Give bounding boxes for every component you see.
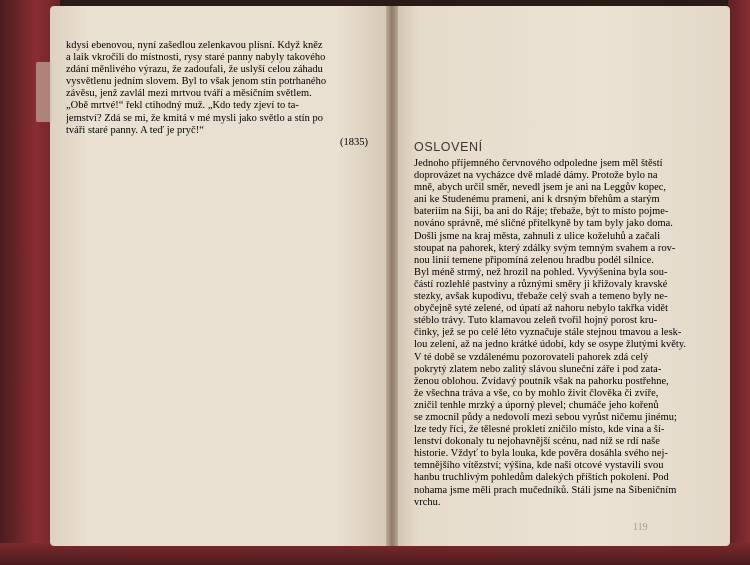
text-line: a laik vkročili do místnosti, rysy staré panny nabyly takového (66, 52, 326, 64)
text-line: kdysi ebenovou, nyní zašedlou zelenkavou plísní. Když kněz (66, 40, 323, 51)
text-line: že všechna tráva a vše, co by mohlo živit člověka či zvíře, (414, 387, 659, 399)
text-line: lou zelení, až na jedno krátké údobí, kdy se osype žlutými květy. (414, 339, 687, 351)
text-line: nohama jsme měli prach mučedníků. Stáli jsme na Šibeničním (414, 484, 677, 496)
text-line: Došli jsme na kraj města, zahnuli z ulice koželuhů a začali (414, 230, 661, 242)
chapter-heading: OSLOVENÍ (414, 140, 483, 154)
text-line: činky, jež se po celé léto vyznačuje stále stejnou tmavou a lesk- (414, 327, 682, 339)
text-line: ani ke Studenému prameni, ani k drsným břehům a starým (414, 194, 660, 206)
text-line: zdání měnlivého výrazu, že zadoufali, že uslyší celou záhadu (66, 64, 323, 76)
page-number: 119 (633, 522, 648, 533)
text-line: Jednoho příjemného červnového odpoledne jsem měl štěstí (414, 158, 663, 169)
text-line: částí rozlehlé pastviny a různými směry ji křižovaly kravské (414, 278, 668, 290)
text-line: mně, abych určil směr, nevedl jsem je ani na Leggův kopec, (414, 182, 667, 194)
text-line: vysvětlenu jedním slovem. Byl to však jenom stín potrhaného (66, 76, 327, 88)
text-line: se zmocnil půdy a nedovolí mezi sebou vyrůst ničemu jinému; (414, 411, 677, 423)
page-edge-tab (36, 62, 52, 122)
story-year: (1835) (340, 137, 368, 148)
text-line: bateriím na Šiji, ba ani do Ráje; třebaže, být to místo pojme- (414, 206, 669, 218)
text-line: závěsu, jenž zavlál mezi mrtvou tváří a měsíčním světlem. (66, 88, 312, 100)
text-line: lenství dokonaly tu nejohavnější scénu, nad níž se rdí naše (414, 436, 660, 448)
text-line: tváři staré panny. A teď je pryč!“ (66, 124, 204, 136)
text-line: historie. Vždyť to byla louka, kde pověra dosáhla svého nej- (414, 448, 668, 460)
text-line: nou linií temene připomíná zelenou hradbu podél silnice. (414, 254, 654, 266)
text-line: jemství? Zdá se mi, že kmitá v mé mysli jako světlo a stín po (66, 112, 323, 124)
text-line: temnějšího vítězství; výšina, kde naši otcové vystavili svou (414, 460, 664, 472)
text-line: stéblo trávy. Tuto klamavou zeleň tvořil hojný porost kru- (414, 315, 658, 327)
text-line: pokrytý zlatem nebo zalitý slávou sluneční záře i pod zata- (414, 363, 662, 375)
text-line: Byl méně strmý, než hrozil na pohled. Vyvýšenina byla sou- (414, 266, 668, 278)
text-line: lze tedy říci, že tělesné prokletí zničilo místo, kde vina a ší- (414, 424, 665, 436)
text-line: „Obě mrtvé!“ řekl ctihodný muž. „Kdo tedy zjeví to ta- (66, 100, 299, 112)
text-line: stoupat na pahorek, který zdálky svým temným svahem a rov- (414, 242, 676, 254)
text-line: zničil tenhle mrzký a úporný plevel; chumáče jeho kořenů (414, 399, 659, 411)
text-line: ženou oblohou. Zvídavý poutník však na pahorku postřehne, (414, 375, 669, 387)
right-page-text (414, 158, 706, 509)
text-line: doprovázet na vycházce dvě mladé dámy. Protože bylo na (414, 170, 658, 182)
text-line: hanbu truchlivým pohledům dalekých příštích pokolení. Pod (414, 472, 669, 484)
text-line: nováno správně, mé sličné přítelkyně by tam byly jako doma. (414, 218, 673, 230)
text-line: V té době se vzdálenému pozorovateli pahorek zdá celý (414, 351, 649, 363)
book-cover-bottom (0, 543, 750, 565)
left-page-text (66, 40, 388, 137)
text-line: vrchu. (414, 496, 441, 508)
text-line: obyčejně syté zelené, od úpatí až nahoru nebylo takřka vidět (414, 303, 669, 315)
text-line: stezky, avšak kupodivu, třebaže celý svah a temeno byly ne- (414, 291, 668, 303)
book-cover-right (728, 0, 750, 565)
